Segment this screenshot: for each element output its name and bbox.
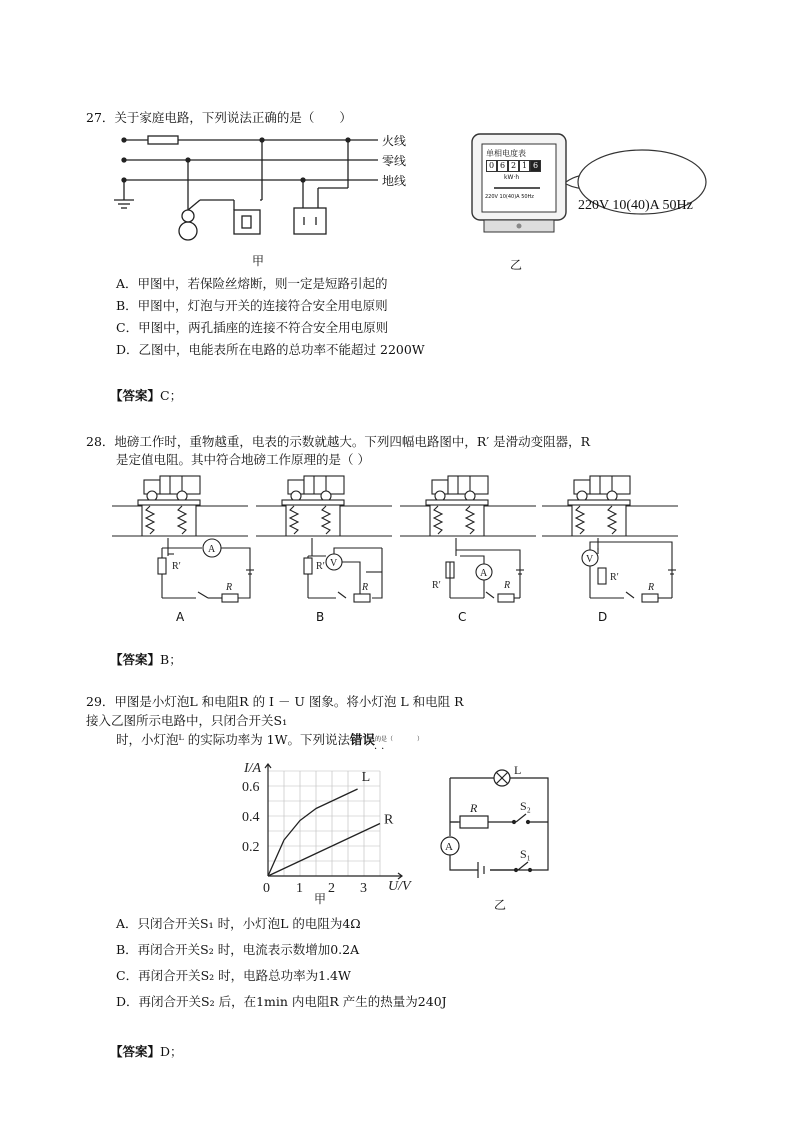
q27-option-c: C．甲图中，两孔插座的连接不符合安全用电原则 — [116, 320, 389, 335]
q28-caption-c: C — [458, 610, 467, 624]
q28-meter-a: A — [208, 544, 216, 555]
emphasis-dots: ·· — [374, 744, 389, 755]
series-line-R — [268, 824, 380, 877]
q29-option-c: C．再闭合开关S₂ 时，电路总功率为1.4W — [116, 968, 351, 983]
live-wire-label: 火线 — [382, 134, 407, 148]
circuit-label-meter: A — [445, 841, 453, 853]
ground-wire-label: 地线 — [382, 174, 407, 188]
q27-figure-jia — [110, 128, 410, 248]
q28-caption-b: B — [316, 610, 325, 624]
y-tick-label: 0.4 — [242, 810, 260, 825]
q28-r-b: R — [362, 582, 369, 593]
q28-r-d: R — [648, 582, 655, 593]
q29-stem-line1: 29．甲图是小灯泡L 和电阻R 的 I － U 图象。将小灯泡 L 和电阻 R — [86, 694, 464, 709]
neutral-wire-label: 零线 — [382, 154, 407, 168]
meter-digits — [486, 160, 541, 172]
q28-meter-d: V — [586, 554, 594, 565]
q29-iu-chart — [240, 756, 420, 896]
chart-grid — [268, 771, 380, 876]
circuit-label-r: R — [470, 801, 478, 815]
figure-yi-caption: 乙 — [510, 258, 523, 272]
q28-rprime-b: R′ — [316, 561, 325, 572]
q29-stem-line2: 接入乙图所示电路中，只闭合开关S₁ — [86, 713, 288, 728]
q28-caption-d: D — [598, 610, 608, 624]
q28-rprime-c: R′ — [432, 580, 441, 591]
q27-answer — [110, 388, 182, 404]
answer-value: B； — [160, 652, 182, 667]
chart-xlabel: U/V — [388, 879, 411, 894]
q27-option-b: B．甲图中，灯泡与开关的连接符合安全用电原则 — [116, 298, 388, 313]
q29-emphasis: 错误 — [349, 732, 375, 747]
series-line-L — [268, 789, 358, 876]
answer-value: C； — [160, 388, 183, 403]
q28-rprime-d: R′ — [610, 572, 619, 583]
lamp-icon — [182, 210, 194, 222]
y-tick-label: 0.2 — [242, 840, 260, 855]
q28-stem-line2: 是定值电阻。其中符合地磅工作原理的是（ ） — [116, 452, 370, 467]
meter-unit: kW·h — [504, 174, 520, 181]
q29-answer — [110, 1044, 183, 1060]
meter-digit: 1 — [519, 160, 530, 172]
q28-figures — [112, 472, 692, 608]
q27-option-d: D．乙图中，电能表所在电路的总功率不能超过 2200W — [116, 342, 425, 357]
q28-r-c: R — [504, 580, 511, 591]
circuit-label-s2: S₂ — [520, 799, 531, 813]
q29-circuit-caption: 乙 — [494, 898, 507, 912]
meter-spec-small: 220V 10(40)A 50Hz — [485, 194, 534, 200]
x-tick-label: 3 — [360, 881, 367, 896]
meter-title: 单相电度表 — [486, 149, 526, 158]
socket-box-icon — [294, 208, 326, 234]
switch-box-icon — [234, 210, 260, 234]
q28-stem-line1: 28．地磅工作时，重物越重，电表的示数就越大。下列四幅电路图中，R′ 是滑动变阻器，R — [86, 434, 591, 449]
answer-tag: 【答案】 — [110, 1044, 161, 1059]
figure-jia-caption: 甲 — [252, 254, 265, 268]
chart-ylabel: I/A — [244, 761, 262, 776]
q28-answer — [110, 652, 182, 668]
circuit-label-lamp: L — [514, 763, 522, 777]
q28-meter-c: A — [480, 568, 488, 579]
answer-value: D； — [160, 1044, 183, 1059]
series-label-L: L — [361, 770, 371, 785]
x-tick-label: 0 — [263, 881, 270, 896]
q28-caption-a: A — [176, 610, 185, 624]
meter-digit: 6 — [497, 160, 508, 172]
q28-r-a: R — [226, 582, 233, 593]
q29-option-d: D．再闭合开关S₂ 后，在1min 内电阻R 产生的热量为240J — [116, 994, 447, 1009]
q29-option-b: B．再闭合开关S₂ 时，电流表示数增加0.2A — [116, 942, 360, 957]
q29-chart-caption: 甲 — [314, 892, 327, 906]
meter-digit: 6 — [530, 160, 541, 172]
meter-digit: 0 — [486, 160, 497, 172]
meter-digit: 2 — [508, 160, 519, 172]
meter-callout-text: 220V 10(40)A 50Hz — [578, 198, 693, 213]
q28-meter-b: V — [330, 558, 338, 569]
answer-tag: 【答案】 — [110, 388, 161, 403]
x-tick-label: 2 — [328, 881, 335, 896]
series-label-R: R — [384, 812, 394, 828]
fuse-icon — [148, 136, 178, 144]
q29-circuit — [432, 762, 562, 880]
q27-option-a: A．甲图中，若保险丝熔断，则一定是短路引起的 — [116, 276, 388, 291]
x-tick-label: 1 — [296, 881, 303, 896]
y-tick-label: 0.6 — [242, 780, 260, 795]
q27-stem: 27．关于家庭电路，下列说法正确的是（ ） — [86, 110, 352, 125]
q29-option-a: A．只闭合开关S₁ 时，小灯泡L 的电阻为4Ω — [116, 916, 361, 931]
circuit-label-s1: S₁ — [520, 847, 531, 861]
answer-tag: 【答案】 — [110, 652, 161, 667]
q28-rprime-a: R′ — [172, 561, 181, 572]
q29-stem-text: 时，小灯泡ᴸ 的实际功率为 1W。下列说法 — [116, 732, 350, 747]
q29-stem-tail: 的是（ ） — [375, 736, 424, 743]
